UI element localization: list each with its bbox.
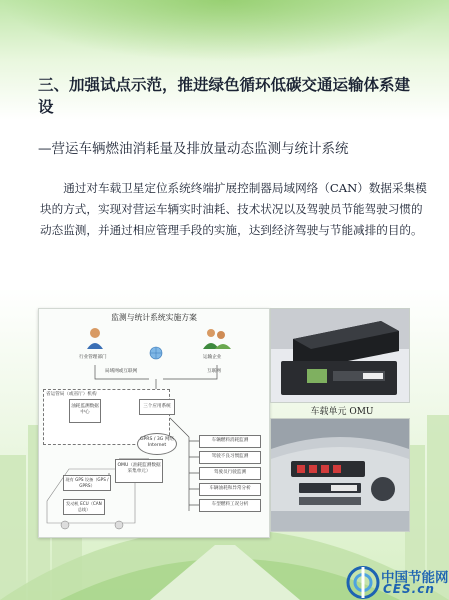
provincial-agency-label: 省运管局（或省厅）机构 bbox=[46, 392, 97, 397]
watermark-cn: 中国节能网 bbox=[381, 570, 449, 586]
omu-label: OMU（油耗监测数据采集单元） bbox=[117, 463, 161, 474]
lan-internet-label: 局域网或互联网 bbox=[105, 369, 138, 374]
ecu-box bbox=[63, 499, 105, 515]
omu-device-photo bbox=[270, 308, 410, 403]
network-label: GPRS / 3G 网络 Internet bbox=[139, 437, 175, 448]
output-box bbox=[199, 435, 261, 448]
three-platform-label: 三个应用系统 bbox=[143, 404, 171, 409]
output-label: 车辆燃料消耗监测 bbox=[211, 438, 249, 443]
industry-dept-label: 行业管理部门 bbox=[79, 355, 107, 360]
output-box bbox=[199, 451, 261, 464]
gps-device-label: 现有 GPS 设备（GPS / GPRS） bbox=[65, 477, 109, 488]
user-group-icon-right bbox=[203, 329, 231, 349]
gps-device-box bbox=[63, 475, 111, 491]
output-box bbox=[199, 483, 261, 496]
body-paragraph: 通过对车载卫星定位系统终端扩展控制器局域网络（CAN）数据采集模块的方式，实现对营运车辆实时油耗、技术状况以及驾驶员节能驾驶习惯的动态监测，并通过相应管理手段的实施，达到经济驾驶与节能减排的目的。 bbox=[40, 181, 427, 237]
three-platform-box bbox=[139, 399, 175, 415]
fuel-center-label: 油耗监测数据中心 bbox=[71, 404, 99, 415]
fuel-center-box bbox=[69, 399, 101, 423]
output-box bbox=[199, 499, 261, 512]
network-cloud bbox=[137, 433, 177, 455]
globe-icon bbox=[150, 347, 162, 359]
watermark-en: CES.cn bbox=[383, 582, 435, 596]
photo-caption: 车载单元 OMU bbox=[310, 407, 374, 417]
output-box bbox=[199, 467, 261, 480]
user-icon-left bbox=[87, 328, 103, 349]
transport-company-label: 运输企业 bbox=[203, 355, 222, 360]
ces-watermark bbox=[343, 565, 449, 600]
leaf-decoration bbox=[0, 0, 449, 62]
system-subheading: —营运车辆燃油消耗量及排放量动态监测与统计系统 bbox=[38, 141, 349, 157]
dashboard-photo bbox=[270, 418, 410, 532]
ecu-label: 发动机 ECU（CAN 总线） bbox=[66, 501, 102, 512]
internet-label: 互联网 bbox=[207, 369, 221, 374]
ces-logo-icon bbox=[345, 565, 381, 600]
output-label: 车辆油耗和异常分析 bbox=[209, 486, 251, 491]
diagram-title: 监测与统计系统实施方案 bbox=[111, 313, 197, 322]
output-label: 车型燃料工况分析 bbox=[211, 502, 249, 507]
implementation-diagram bbox=[38, 308, 270, 538]
output-label: 驾驶员行驶监测 bbox=[213, 470, 247, 475]
omu-box bbox=[115, 459, 163, 483]
output-label: 驾驶不良习惯监测 bbox=[211, 454, 249, 459]
section-heading: 三、加强试点示范，推进绿色循环低碳交通运输体系建设 bbox=[38, 75, 411, 116]
